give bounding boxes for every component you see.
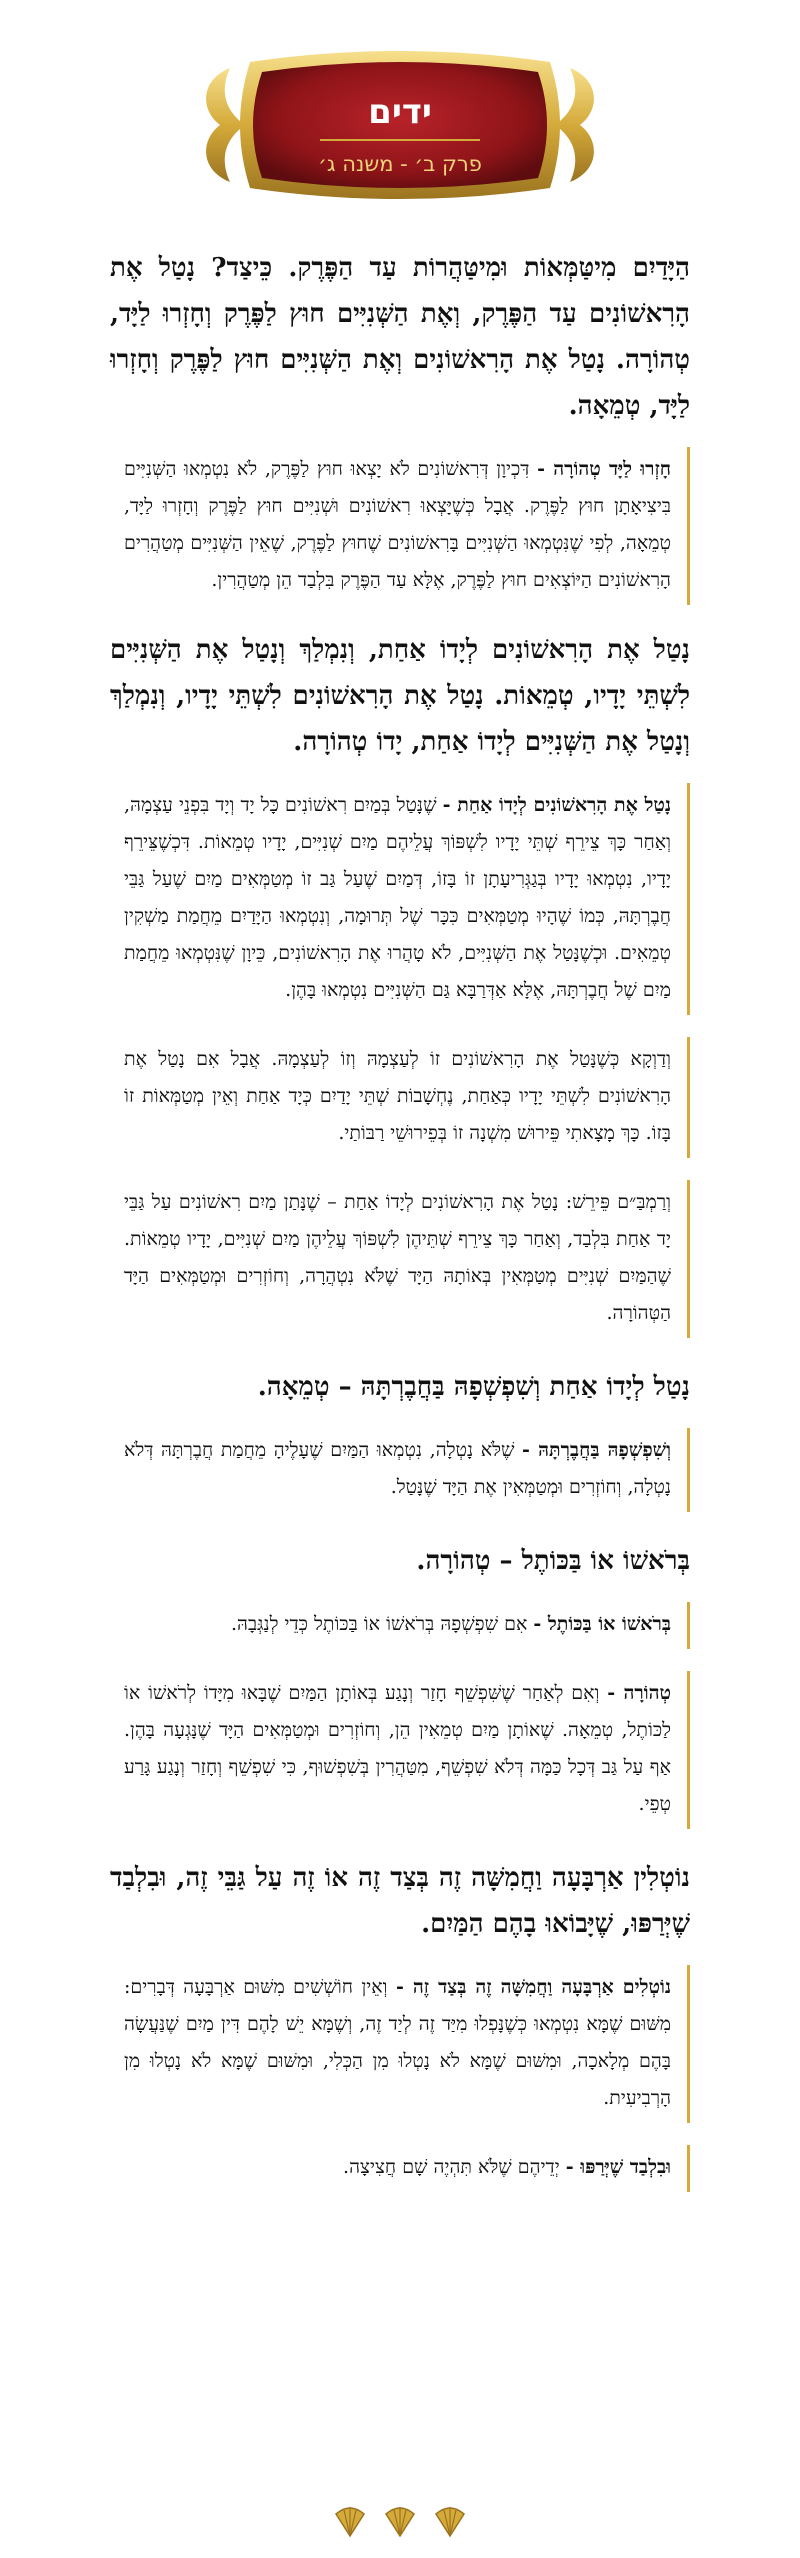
commentary-lead: טְהוֹרָה - [607, 1682, 672, 1704]
commentary-lead: בְּרֹאשׁוֹ אוֹ בַּכּוֹתֶל - [533, 1613, 671, 1635]
commentary-block [110, 1428, 690, 1512]
mishna-text: בְּרֹאשׁוֹ אוֹ בַּכּוֹתֶל – טְהוֹרָה. [416, 1546, 690, 1576]
commentary-lead: חָזְרוּ לַיָּד טְהוֹרָה - [537, 458, 671, 480]
commentary-block [110, 1965, 690, 2123]
header-banner [190, 40, 610, 210]
commentary-text: שֶׁלֹּא נָטְלָה, נִטְמְאוּ הַמַּיִם שֶׁעָלֶיהָ מֵחֲמַת חֲבֶרְתָּהּ דְּלֹא נָטְלָה, וְחוֹזְרִים וּמְטַמְּאִין אֶת הַיָּד שֶׁנָּטַל. [124, 1439, 671, 1498]
commentary-lead: נוֹטְלִים אַרְבָּעָה וַחֲמִשָּׁה זֶה בְּצַד זֶה - [395, 1976, 671, 1998]
mishna-text: נוֹטְלִין אַרְבָּעָה וַחֲמִשָּׁה זֶה בְּצַד זֶה אוֹ זֶה עַל גַּבֵּי זֶה, וּבִלְבַד שֶׁיְּרַפּוּ, שֶׁיָּבוֹאוּ בָהֶם הַמַּיִם. [110, 1863, 690, 1939]
footer-ornament [330, 2500, 470, 2544]
commentary-text: וְאִם לְאַחַר שֶׁשִּׁפְשֵׁף חָזַר וְנָגַע בְּאוֹתָן הַמַּיִם שֶׁבָּאוּ מִיָּדוֹ לְרֹאשׁוֹ אוֹ לַכּוֹתֶל, טְמֵאָה. שֶׁאוֹתָן מַיִם טְמֵאִין הֵן, וְחוֹזְרִים וּמְטַמְּאִים הַיָּד שֶׁנָּגְעָה בָּהֶן. אַף עַל גַּב דְּכָל כַּמָּה דְּלֹא שִׁפְשֵׁף, מִטַּהֲרִין בְּשִׁפְשׁוּף, כִּי שִׁפְשֵׁף וְחָזַר וְנָגַע גָּרַע טְפֵי. [124, 1682, 671, 1815]
commentary-text: וְאֵין חוֹשְׁשִׁים מִשּׁוּם אַרְבָּעָה דְּבָרִים: מִשּׁוּם שֶׁמָּא נִטְמְאוּ כְּשֶׁנָּפְלוּ מִיַּד זֶה לְיַד זֶה, וְשֶׁמָּא יֵשׁ לָהֶם דִּין מַיִם שֶׁנַּעֲשָׂה בָּהֶם מְלָאכָה, וּמִשּׁוּם שֶׁמָּא לֹא נָטְלוּ מִן הַכְּלִי, וּמִשּׁוּם שֶׁמָּא לֹא נָטְלוּ מִן הָרְבִיעִית. [124, 1976, 671, 2109]
mishna-text: נָטַל לְיָדוֹ אַחַת וְשִׁפְשְׁפָהּ בַּחֲבֶרְתָּהּ – טְמֵאָה. [257, 1372, 690, 1402]
shell-icon [380, 2500, 420, 2540]
commentary-block [110, 1180, 690, 1338]
commentary-text: שֶׁנָּטַל בְּמַיִם רִאשׁוֹנִים כָּל יָד וְיָד בִּפְנֵי עַצְמָהּ, וְאַחַר כָּךְ צֵירֵף שְׁתֵּי יָדָיו לִשְׁפּוֹךְ עֲלֵיהֶם מַיִם שְׁנִיִּים, יָדָיו טְמֵאוֹת. דִּכְשֶׁצֵּירֵף יָדָיו, נִטְמְאוּ יָדָיו בְּגַגְּרִיעָתָן זוֹ בָּזוֹ, דְּמַיִם שֶׁעַל גַּב זוֹ מְטַמְּאִים מַיִם שֶׁעַל גַּבֵּי חֲבֶרְתָּהּ, כְּמוֹ שֶׁהָיוּ מְטַמְּאִים כִּכָּר שֶׁל תְּרוּמָה, וְנִטְמְאוּ הַיָּדַיִם מֵחֲמַת מַשְׁקִין טְמֵאִים. וּכְשֶׁנָּטַל אֶת הַשְּׁנִיִּים, לֹא טָהֲרוּ אֶת הָרִאשׁוֹנִים, כֵּיוָן שֶׁנִּטְמְאוּ מֵחֲמַת מַיִם שֶׁל חֲבֶרְתָּהּ, אֶלָּא אַדְּרַבָּא גַּם הַשְּׁנִיִּים נִטְמְאוּ בָּהֶן. [124, 794, 671, 1001]
commentary-text: וְדַוְקָא כְּשֶׁנָּטַל אֶת הָרִאשׁוֹנִים זוֹ לְעַצְמָהּ וְזוֹ לְעַצְמָהּ. אֲבָל אִם נָטַל אֶת הָרִאשׁוֹנִים לִשְׁתֵּי יָדָיו כְּאַחַת, נֶחְשָׁבוֹת שְׁתֵּי יָדַיִם כְּיָד אַחַת וְאֵין מְטַמְּאוֹת זוֹ בָּזוֹ. כָּךְ מָצָאתִי פֵּירוּשׁ מִשְׁנָה זוֹ בְּפֵירוּשֵׁי רַבּוֹתַי. [124, 1048, 671, 1144]
commentary-text: יְדֵיהֶם שֶׁלֹּא תִּהְיֶה שָׁם חֲצִיצָה. [343, 2156, 566, 2178]
commentary-block [110, 1671, 690, 1829]
shell-icon [430, 2500, 470, 2540]
commentary-text: אִם שִׁפְשְׁפָהּ בְּרֹאשׁוֹ אוֹ בַּכּוֹתֶל כְּדֵי לְנַגְּבָהּ. [231, 1613, 534, 1635]
commentary-text: וְרַמְבַּ״ם פֵּירֵשׁ: נָטַל אֶת הָרִאשׁוֹנִים לְיָדוֹ אַחַת – שֶׁנָּתַן מַיִם רִאשׁוֹנִים עַל גַּבֵּי יָד אַחַת בִּלְבַד, וְאַחַר כָּךְ צֵירֵף שְׁתֵּיהֶן לִשְׁפּוֹךְ עֲלֵיהֶן מַיִם שְׁנִיִּים, יָדָיו טְמֵאוֹת. שֶׁהַמַּיִם שְׁנִיִּים מְטַמְּאִין בְּאוֹתָהּ הַיָּד שֶׁלֹּא נִטְהֲרָה, וְחוֹזְרִים וּמְטַמְּאִים הַיָּד הַטְּהוֹרָה. [124, 1191, 671, 1324]
commentary-block [110, 2145, 690, 2192]
commentary-block [110, 447, 690, 605]
commentary-block [110, 1037, 690, 1158]
commentary-block [110, 783, 690, 1015]
mishna-text: נָטַל אֶת הָרִאשׁוֹנִים לְיָדוֹ אַחַת, וְנִמְלַךְ וְנָטַל אֶת הַשְּׁנִיִּים לִשְׁתֵּי יָדָיו, טְמֵאוֹת. נָטַל אֶת הָרִאשׁוֹנִים לִשְׁתֵּי יָדָיו, וְנִמְלַךְ וְנָטַל אֶת הַשְּׁנִיִּים לְיָדוֹ אַחַת, יָדוֹ טְהוֹרָה. [110, 635, 690, 757]
chapter-mishna-subtitle: פרק ב׳ - משנה ג׳ [318, 152, 482, 176]
commentary-lead: נָטַל אֶת הָרִאשׁוֹנִים לְיָדוֹ אַחַת - [442, 794, 671, 816]
commentary-lead: וּבִלְבַד שֶׁיְּרַפּוּ - [565, 2156, 671, 2178]
tractate-title: ידים [368, 92, 432, 132]
shell-icon [330, 2500, 370, 2540]
commentary-block [110, 1602, 690, 1649]
commentary-lead: וְשִׁפְשְׁפָהּ בַּחֲבֶרְתָּהּ - [522, 1439, 671, 1461]
mishna-text: הַיָּדַיִם מִיטַּמְּאוֹת וּמִיטַּהֲרוֹת עַד הַפֶּרֶק. כֵּיצַד? נָטַל אֶת הָרִאשׁוֹנִים עַד הַפֶּרֶק, וְאֶת הַשְּׁנִיִּים חוּץ לַפֶּרֶק וְחָזְרוּ לַיָּד, טְהוֹרָה. נָטַל אֶת הָרִאשׁוֹנִים וְאֶת הַשְּׁנִיִּים חוּץ לַפֶּרֶק וְחָזְרוּ לַיָּד, טְמֵאָה. [110, 253, 690, 421]
commentary-text: דִּכְיוָן דְּרִאשׁוֹנִים לֹא יָצְאוּ חוּץ לַפֶּרֶק, לֹא נִטְמְאוּ הַשְּׁנִיִּים בִּיצִיאָתָן חוּץ לַפֶּרֶק. אֲבָל כְּשֶׁיָּצְאוּ רִאשׁוֹנִים וּשְׁנִיִּים חוּץ לַפֶּרֶק וְחָזְרוּ לַיָּד, טְמֵאָה, לְפִי שֶׁנִּטְמְאוּ הַשְּׁנִיִּים בָּרִאשׁוֹנִים שֶׁחוּץ לַפֶּרֶק, שֶׁאֵין הַשְּׁנִיִּים מְטַהֲרִים הָרִאשׁוֹנִים הַיּוֹצְאִים חוּץ לַפֶּרֶק, אֶלָּא עַד הַפֶּרֶק בִּלְבַד הֵן מְטַהֲרִין. [124, 458, 671, 591]
mishna-content [110, 245, 690, 2214]
